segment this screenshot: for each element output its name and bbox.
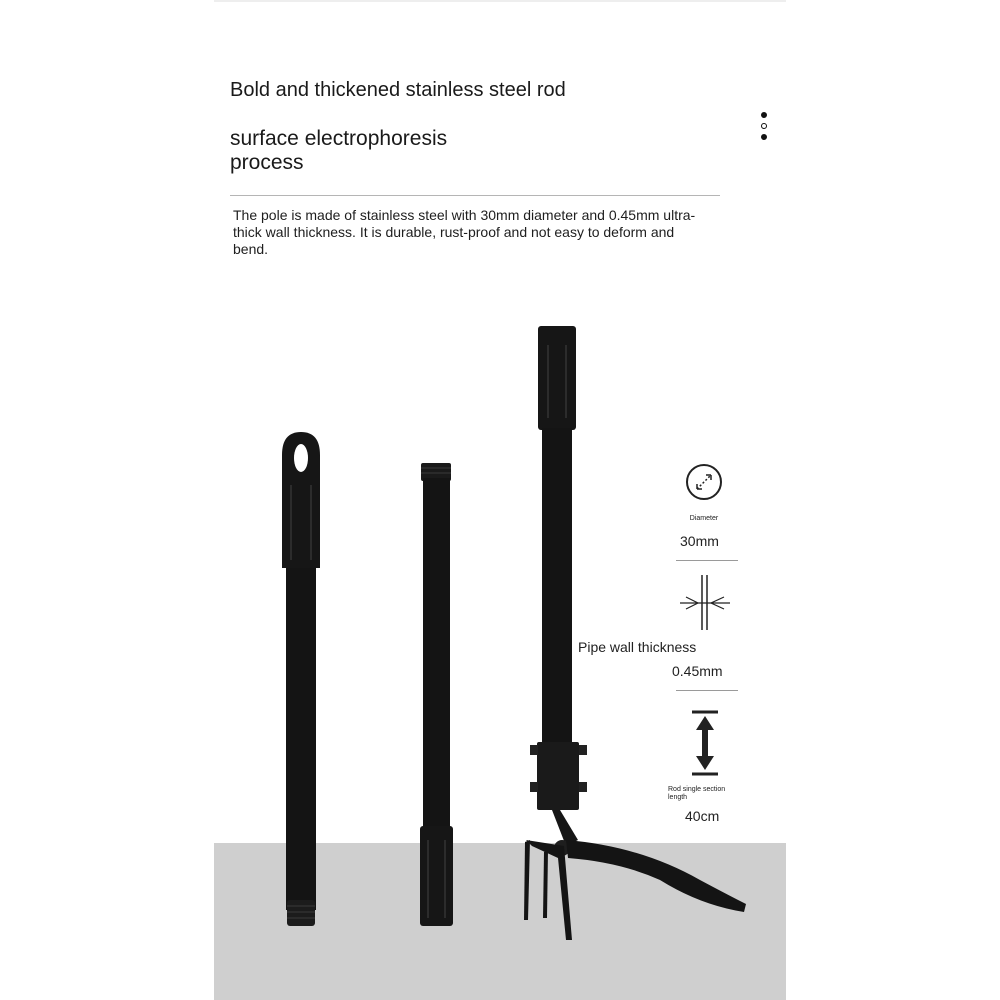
extension-rod [420, 463, 453, 926]
diameter-value: 30mm [680, 533, 719, 549]
wall-thickness-value: 0.45mm [672, 663, 723, 679]
wall-thickness-icon [680, 575, 730, 630]
product-description: The pole is made of stainless steel with 30mm diameter and 0.45mm ultra-thick wall thickness. It is durable, rust-proof and not easy to deform and bend. [233, 207, 696, 257]
spec-divider [676, 560, 738, 561]
length-arrow-icon [692, 712, 718, 774]
headline-secondary: surface electrophoresis process [230, 127, 448, 174]
length-caption: Rod single section length [668, 786, 726, 801]
wall-thickness-caption: Pipe wall thickness [578, 639, 697, 655]
spec-divider [676, 690, 738, 691]
length-value: 40cm [685, 808, 720, 824]
headline-primary: Bold and thickened stainless steel rod [230, 79, 566, 101]
diameter-icon [687, 465, 721, 499]
diameter-caption: Diameter [689, 515, 719, 522]
weeder-head-rod [524, 326, 746, 940]
handle-rod [282, 432, 320, 926]
